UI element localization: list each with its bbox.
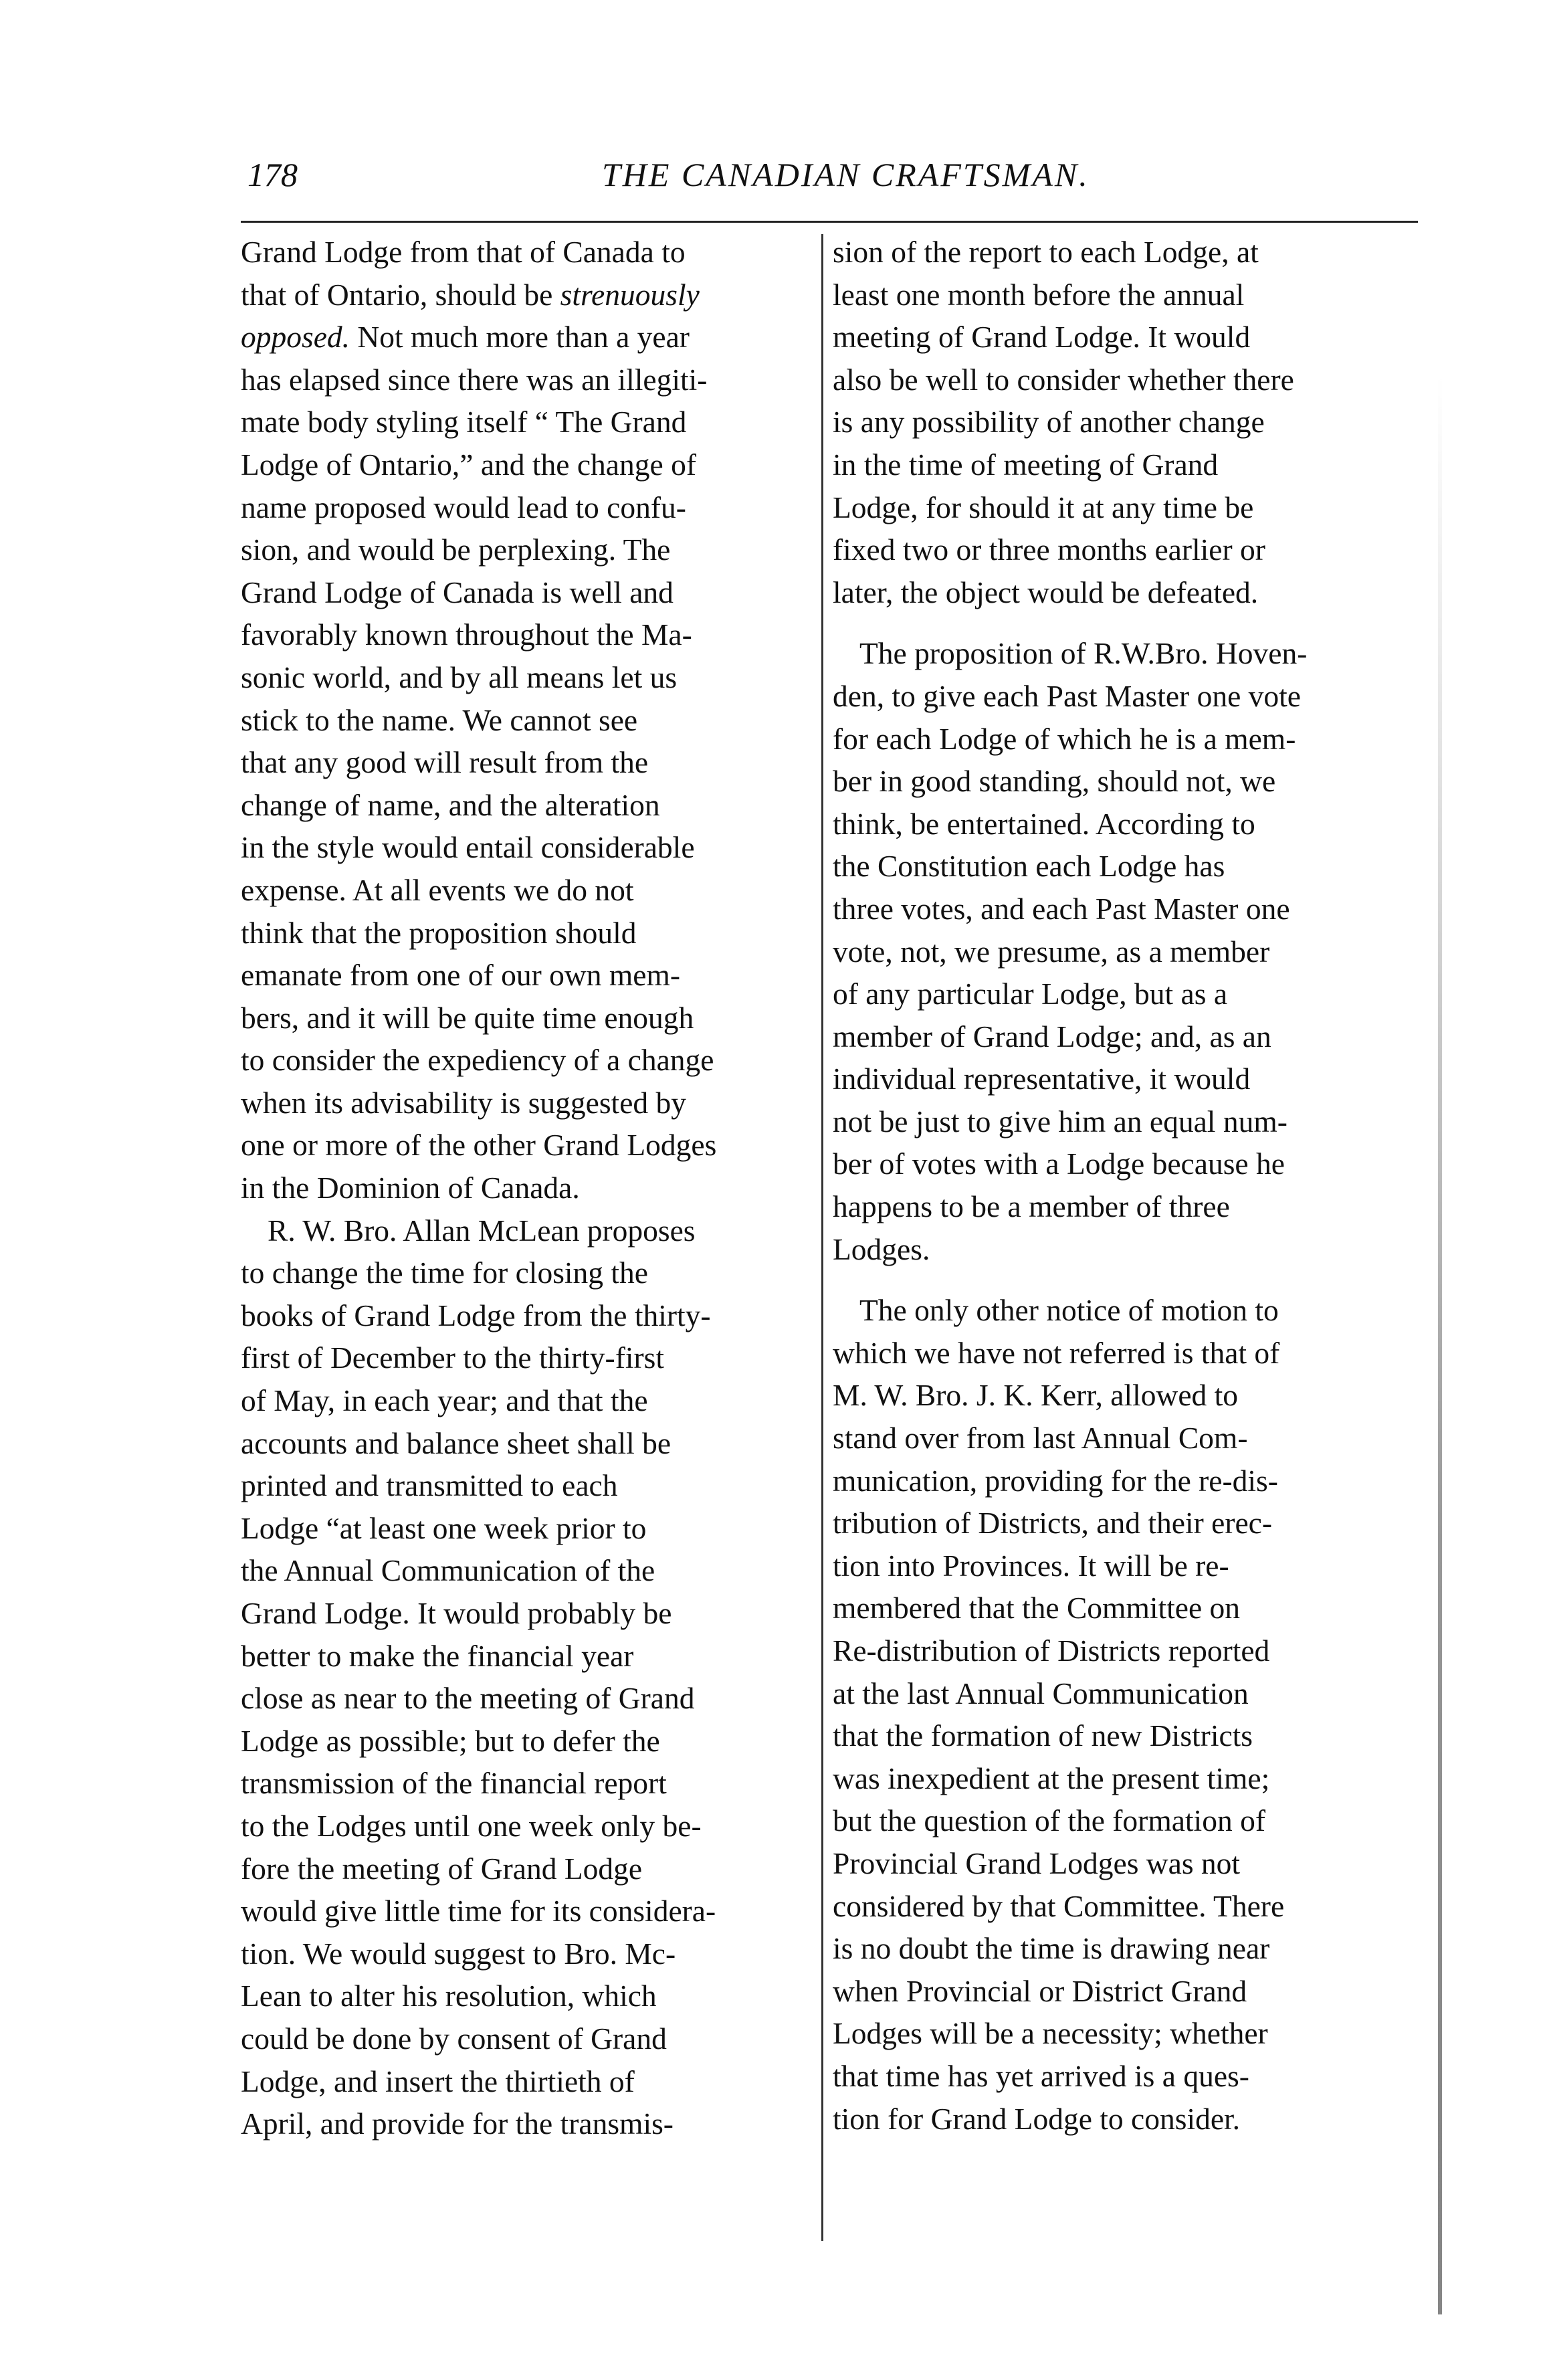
right-column <box>833 231 1415 2140</box>
left-p1-text-start: Grand Lodge from that of Canada to that of Ontario, should be <box>241 235 686 312</box>
page-number: 178 <box>247 156 298 193</box>
left-paragraph-2: R. W. Bro. Allan McLean proposes to change the time for closing the books of Grand Lodge from the thirty- first of December to the thirty-first of May, in each year; and that the accounts and balance sheet shall be printed and transmitted to each Lodge “at least one week prior to the Annual Communication of the Grand Lodge. It would probably be better to make the financial year close as near to the meeting of Grand Lodge as possible; but to defer the transmission of the financial report to the Lodges until one week only be- fore the meeting of Grand Lodge would give little time for its considera- tion. We would suggest to Bro. Mc- Lean to alter his resolution, which could be done by consent of Grand Lodge, and insert the thirtieth of April, and provide for the transmis- <box>241 1213 716 2141</box>
left-p1-text-end: Not much more than a year has elapsed since there was an illegiti- mate body styling itself “ The Grand Lodge of Ontario,” and the change of name proposed would lead to confu- sion, and would be perplexing. The Grand Lodge of Canada is well and favorably known throughout the Ma- sonic world, and by all means let us stick to the name. We cannot see that any good will result from the change of name, and the alteration in the style would entail considerable expense. At all events we do not think that the proposition should emanate from one of our own mem- bers, and it will be quite time enough to consider the expediency of a change when its advisability is suggested by one or more of the other Grand Lodges in the Dominion of Canada. <box>241 320 717 1205</box>
page-edge-shadow <box>1438 375 1442 2314</box>
right-paragraph-3: The only other notice of motion to which we have not referred is that of M. W. Bro. J. K. Kerr, allowed to stand over from last Annual Com- munication, providing for the re-dis- tribution of Districts, and their erec- tion into Provinces. It will be re- membered that the Committee on Re-distribution of Districts reported at the last Annual Communication that the formation of new Districts was inexpedient at the present time; but the question of the formation of Provincial Grand Lodges was not considered by that Committee. There is no doubt the time is drawing near when Provincial or District Grand Lodges will be a necessity; whether that time has yet arrived is a ques- tion for Grand Lodge to consider. <box>833 1293 1285 2136</box>
running-title: THE CANADIAN CRAFTSMAN. <box>602 156 1090 193</box>
left-p1-emphasis: strenuously opposed. <box>241 277 700 355</box>
page-header <box>241 155 1164 202</box>
left-column <box>241 231 816 2145</box>
left-paragraph-1 <box>241 231 816 1209</box>
right-paragraph-2: The proposition of R.W.Bro. Hoven- den, to give each Past Master one vote for each Lodge of which he is a mem- ber in good standing, should not, we think, be entertained. According to the Constitution each Lodge has three votes, and each Past Master one vote, not, we presume, as a member of any particular Lodge, but as a member of Grand Lodge; and, as an individual representative, it would not be just to give him an equal num- ber of votes with a Lodge because he happens to be a member of three Lodges. <box>833 636 1308 1266</box>
column-divider <box>821 234 823 2241</box>
header-rule <box>241 221 1418 223</box>
right-paragraph-1: sion of the report to each Lodge, at least one month before the annual meeting of Grand Lodge. It would also be well to consider whether there is any possibility of another change in the time of meeting of Grand Lodge, for should it at any time be fixed two or three months earlier or later, the object would be defeated. <box>833 235 1294 609</box>
